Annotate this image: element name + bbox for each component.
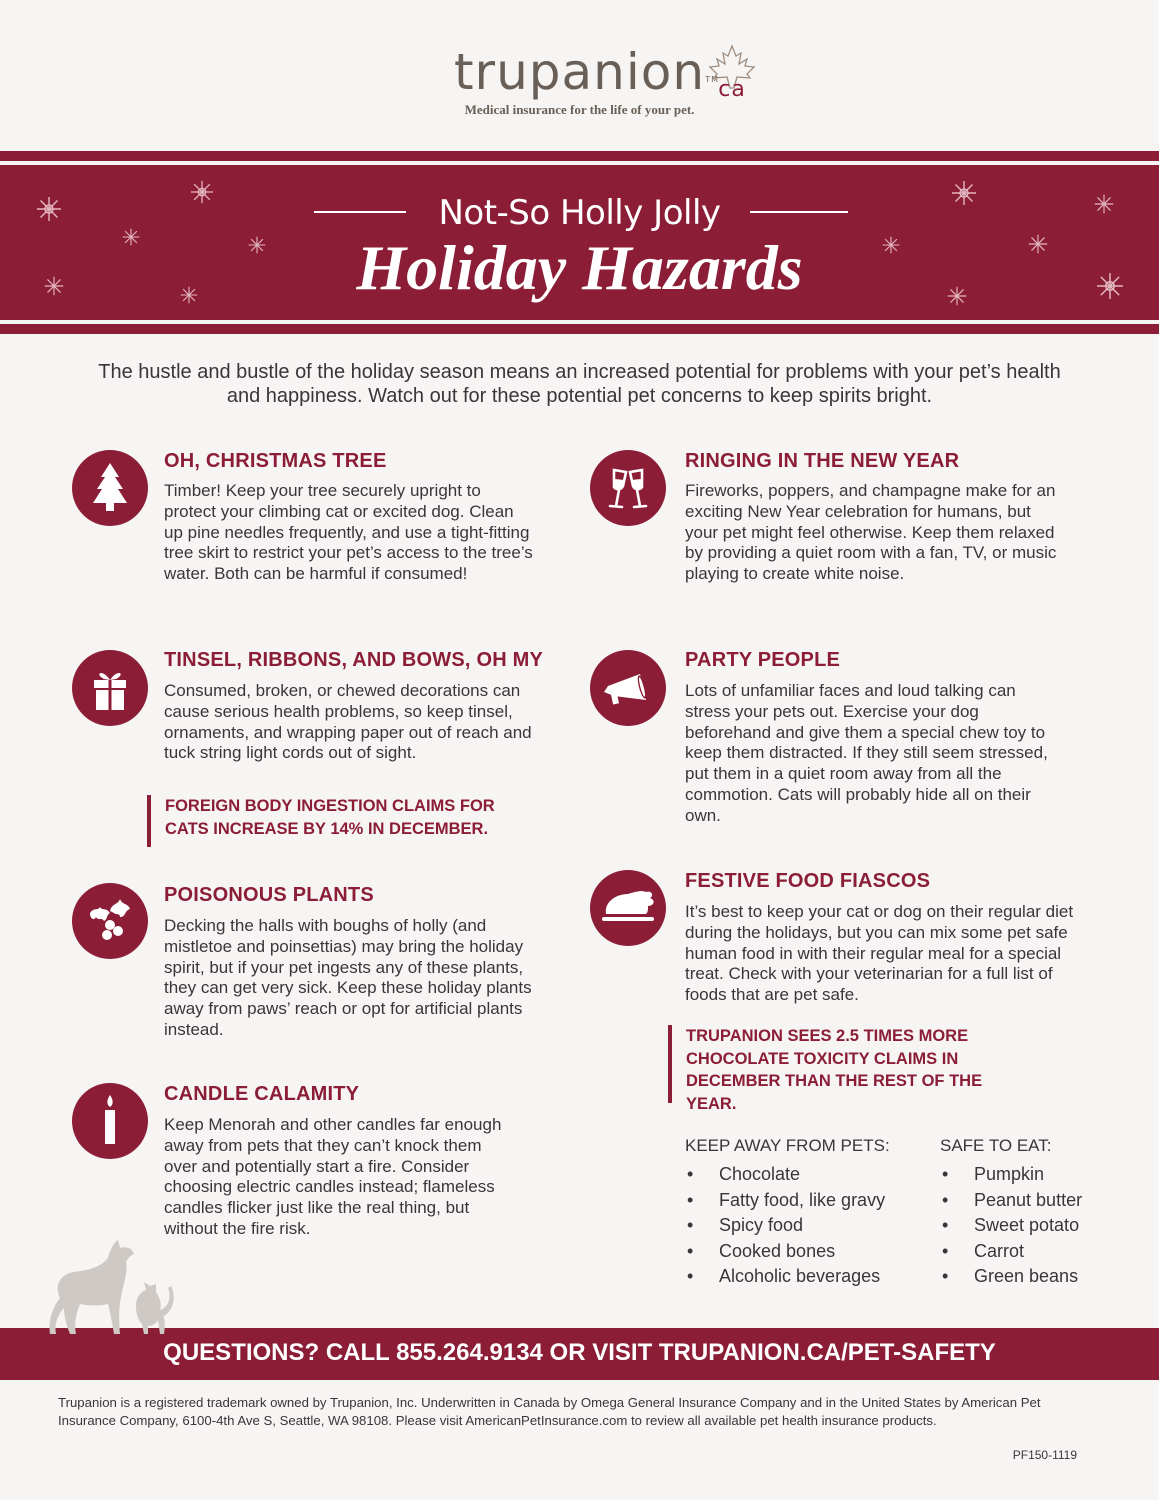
list-item: • Pumpkin xyxy=(940,1162,1082,1188)
contact-cta: QUESTIONS? CALL 855.264.9134 OR VISIT TRUPANION.CA/PET-SAFETY xyxy=(163,1339,996,1366)
logo-ca: ca xyxy=(718,77,746,102)
keep-away-heading: KEEP AWAY FROM PETS: xyxy=(685,1136,890,1155)
page-title: Holiday Hazards xyxy=(356,232,803,303)
snowflake-icon xyxy=(180,286,198,304)
candle-icon xyxy=(72,1083,148,1159)
banner-stripe-top xyxy=(0,161,1159,165)
section-body-newyear: Fireworks, poppers, and champagne make for an exciting New Year celebration for humans, but your pet might feel otherwise. Keep them relaxed by providing a quiet room with a fan, TV, or music playing to create white noise. xyxy=(685,481,1057,584)
turkey-icon xyxy=(590,870,666,946)
document-code: PF150-1119 xyxy=(1012,1448,1077,1462)
megaphone-icon xyxy=(590,650,666,726)
trademark-mark: TM xyxy=(705,75,720,84)
snowflake-icon xyxy=(947,286,967,306)
snowflake-icon xyxy=(248,236,266,254)
section-body-party: Lots of unfamiliar faces and loud talking can stress your pets out. Exercise your dog beforehand and give them a special chew toy to keep them distracted. If they still seem stressed, put them in a quiet room away from all the commotion. Cats will probably hide all on their own. xyxy=(685,681,1048,825)
disclaimer: Trupanion is a registered trademark owned by Trupanion, Inc. Underwritten in Canada by Omega General Insurance Company and in the United States by American Pet Insurance Company, 6100-4th Ave S, Seattle, WA 98108. Please visit AmericanPetInsurance.com to review all available pet health insurance products. xyxy=(58,1395,1041,1428)
section-title-party: PARTY PEOPLE xyxy=(685,649,841,671)
snowflake-icon xyxy=(190,180,214,204)
list-item: • Fatty food, like gravy xyxy=(685,1188,885,1214)
list-item: • Spicy food xyxy=(685,1213,885,1239)
champagne-glasses-icon xyxy=(590,450,666,526)
list-item: • Sweet potato xyxy=(940,1213,1082,1239)
list-item: • Peanut butter xyxy=(940,1188,1082,1214)
section-title-tinsel: TINSEL, RIBBONS, AND BOWS, OH MY xyxy=(164,649,543,671)
intro-paragraph: The hustle and bustle of the holiday season means an increased potential for problems with your pet’s health and happiness. Watch out for these potential pet concerns to keep spirits bright. xyxy=(98,361,1061,407)
maple-leaf-icon xyxy=(707,44,757,102)
list-item: • Chocolate xyxy=(685,1162,885,1188)
list-item: • Alcoholic beverages xyxy=(685,1264,885,1290)
banner-subtitle: Not-So Holly Jolly xyxy=(438,193,721,233)
snowflake-icon xyxy=(36,196,62,222)
section-body-food: It’s best to keep your cat or dog on their regular diet during the holidays, but you can mix some pet safe human food in with their regular meal for a special treat. Check with your veterinarian for a full list of foods that are pet safe. xyxy=(685,902,1074,1005)
section-title-plants: POISONOUS PLANTS xyxy=(164,884,374,906)
list-item: • Green beans xyxy=(940,1264,1082,1290)
logo xyxy=(0,44,1159,118)
snowflake-icon xyxy=(951,180,977,206)
dog-and-cat-silhouette-icon xyxy=(40,1238,180,1348)
holly-icon xyxy=(72,883,148,959)
safe-to-eat-list xyxy=(940,1162,1082,1290)
tagline: Medical insurance for the life of your pet. xyxy=(464,102,695,117)
snowflake-icon xyxy=(122,228,140,246)
snowflake-icon xyxy=(1094,194,1114,214)
list-item: • Cooked bones xyxy=(685,1239,885,1265)
section-body-candle: Keep Menorah and other candles far enough away from pets that they can’t knock them over and potentially start a fire. Consider choosing electric candles instead; flameless candles flicker just like the real thing, but without the fire risk. xyxy=(164,1115,502,1238)
safe-to-eat-heading: SAFE TO EAT: xyxy=(940,1136,1052,1155)
gift-box-icon xyxy=(72,650,148,726)
snowflake-icon xyxy=(1028,234,1048,254)
section-body-tree: Timber! Keep your tree securely upright to protect your climbing cat or excited dog. Clean up pine needles frequently, and use a tight-fitting tree skirt to restrict your pet’s access to the tree’s water. Both can be harmful if consumed! xyxy=(164,481,533,584)
section-title-food: FESTIVE FOOD FIASCOS xyxy=(685,870,931,892)
logo-wordmark: trupanion TM ca xyxy=(454,44,705,100)
snowflake-icon xyxy=(882,236,900,254)
section-title-candle: CANDLE CALAMITY xyxy=(164,1083,360,1105)
banner-stripe-bottom xyxy=(0,320,1159,324)
list-item: • Carrot xyxy=(940,1239,1082,1265)
callout-chocolate: TRUPANION SEES 2.5 TIMES MORE CHOCOLATE TOXICITY CLAIMS IN DECEMBER THAN THE REST OF THE YEAR. xyxy=(668,1025,1028,1103)
christmas-tree-icon xyxy=(72,450,148,526)
callout-foreign-body: FOREIGN BODY INGESTION CLAIMS FOR CATS INCREASE BY 14% IN DECEMBER. xyxy=(147,795,527,847)
section-title-newyear: RINGING IN THE NEW YEAR xyxy=(685,450,960,472)
snowflake-icon xyxy=(1096,272,1124,300)
snowflake-icon xyxy=(44,276,64,296)
keep-away-list xyxy=(685,1162,885,1290)
section-body-plants: Decking the halls with boughs of holly (and mistletoe and poinsettias) may bring the holiday spirit, but if your pet ingests any of these plants, they can get very sick. Keep these holiday plants away from paws’ reach or opt for artificial plants instead. xyxy=(164,916,532,1039)
section-body-tinsel: Consumed, broken, or chewed decorations can cause serious health problems, so keep tinsel, ornaments, and wrapping paper out of reach and tuck string light cords out of sight. xyxy=(164,681,532,763)
section-title-tree: OH, CHRISTMAS TREE xyxy=(164,450,387,472)
